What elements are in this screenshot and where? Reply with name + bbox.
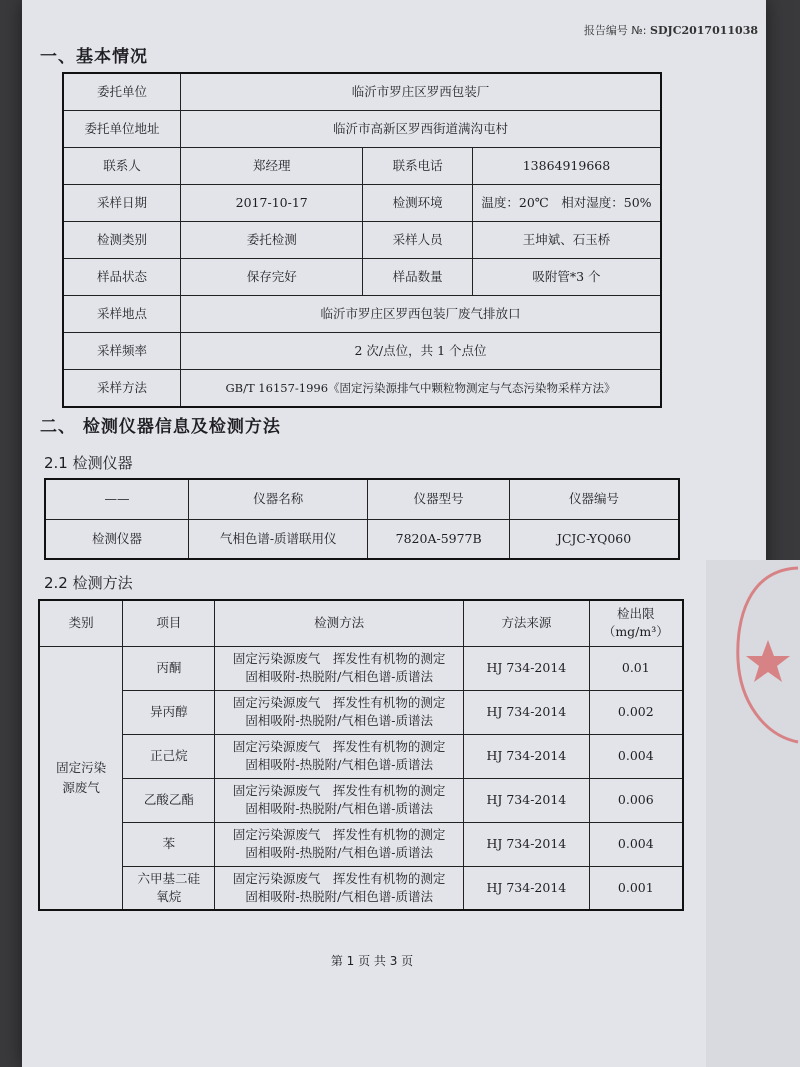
method-cell [215,690,464,734]
instrument-header-name: 仪器名称 [189,479,368,519]
red-seal-stamp [708,560,800,750]
label-method: 采样方法 [63,370,181,408]
label-type: 检测类别 [63,222,181,259]
methods-header-item: 项目 [123,600,215,646]
item-cell: 丙酮 [123,646,215,690]
instrument-type: 检测仪器 [45,519,189,559]
method-cell [215,778,464,822]
methods-header-method: 检测方法 [215,600,464,646]
limit-unit: （mg/m³） [602,624,669,640]
table-row [39,734,683,778]
item-cell: 异丙醇 [123,690,215,734]
instrument-header-dash: —— [45,479,189,519]
instrument-header-model: 仪器型号 [368,479,510,519]
source-cell: HJ 734-2014 [464,866,590,910]
value-freq: 2 次/点位，共 1 个点位 [181,333,661,370]
method-line-2: 固相吸附-热脱附/气相色谱-质谱法 [245,713,434,728]
instrument-header-id: 仪器编号 [509,479,679,519]
value-phone: 13864919668 [472,148,661,185]
method-line-1: 固定污染源废气 挥发性有机物的测定 [232,650,446,666]
label-qty: 样品数量 [363,259,473,296]
limit-cell: 0.01 [589,646,683,690]
limit-cell: 0.001 [589,866,683,910]
label-client: 委托单位 [63,73,181,111]
value-address: 临沂市高新区罗西街道满沟屯村 [181,111,661,148]
method-line-2: 固相吸附-热脱附/气相色谱-质谱法 [245,888,434,904]
table-row [39,866,683,910]
methods-header-limit [589,600,683,646]
label-sampler: 采样人员 [363,222,473,259]
method-cell [215,734,464,778]
label-address: 委托单位地址 [63,111,181,148]
page-footer: 第 1 页 共 3 页 [330,954,414,968]
table-row [39,690,683,734]
value-client: 临沂市罗庄区罗西包装厂 [181,73,661,111]
value-method: GB/T 16157-1996《固定污染源排气中颗粒物测定与气态污染物采样方法》 [181,370,661,408]
value-date: 2017-10-17 [181,185,363,222]
limit-cell: 0.004 [589,822,683,866]
method-line-1: 固定污染源废气 挥发性有机物的测定 [232,694,446,710]
item-cell [123,866,215,910]
table-row [39,778,683,822]
value-qty: 吸附管*3 个 [472,259,661,296]
subsection-methods: 2.2 检测方法 [44,574,133,592]
instrument-table [44,478,680,560]
section-title-basic: 一、基本情况 [40,47,148,67]
methods-table [38,599,684,911]
label-freq: 采样频率 [63,333,181,370]
source-cell: HJ 734-2014 [464,734,590,778]
source-cell: HJ 734-2014 [464,778,590,822]
value-env: 温度：20℃ 相对湿度：50% [472,185,661,222]
limit-label: 检出限 [617,606,655,622]
value-sampler: 王坤斌、石玉桥 [472,222,661,259]
label-env: 检测环境 [363,185,473,222]
table-row [39,822,683,866]
value-state: 保存完好 [181,259,363,296]
label-contact: 联系人 [63,148,181,185]
limit-cell: 0.004 [589,734,683,778]
method-line-2: 固相吸附-热脱附/气相色谱-质谱法 [245,669,434,684]
value-site: 临沂市罗庄区罗西包装厂废气排放口 [181,296,661,333]
method-line-2: 固相吸附-热脱附/气相色谱-质谱法 [245,801,434,816]
category-cell [39,646,123,910]
label-site: 采样地点 [63,296,181,333]
limit-cell: 0.006 [589,778,683,822]
item-cell: 乙酸乙酯 [123,778,215,822]
method-cell [215,866,464,910]
category-text: 固定污染源废气 [56,759,107,795]
item-cell: 苯 [123,822,215,866]
seal-graphic [708,560,800,750]
method-line-1: 固定污染源废气 挥发性有机物的测定 [232,782,446,798]
item-cell: 正己烷 [123,734,215,778]
method-line-1: 固定污染源废气 挥发性有机物的测定 [232,870,446,886]
item-text: 六甲基二硅氧烷 [137,870,201,904]
table-row [39,646,683,690]
report-number: 报告编号 №: SDJC2017011038 [583,24,758,37]
instrument-model: 7820A-5977B [368,519,510,559]
section-title-instruments: 二、 检测仪器信息及检测方法 [40,417,281,437]
label-date: 采样日期 [63,185,181,222]
source-cell: HJ 734-2014 [464,822,590,866]
source-cell: HJ 734-2014 [464,690,590,734]
value-type: 委托检测 [181,222,363,259]
instrument-name: 气相色谱-质谱联用仪 [189,519,368,559]
methods-header-category: 类别 [39,600,123,646]
value-contact: 郑经理 [181,148,363,185]
method-cell [215,646,464,690]
subsection-instruments: 2.1 检测仪器 [44,454,133,472]
methods-header-source: 方法来源 [464,600,590,646]
basic-info-table [62,72,662,408]
method-line-2: 固相吸附-热脱附/气相色谱-质谱法 [245,757,434,772]
source-cell: HJ 734-2014 [464,646,590,690]
label-phone: 联系电话 [363,148,473,185]
label-state: 样品状态 [63,259,181,296]
method-line-1: 固定污染源废气 挥发性有机物的测定 [232,826,446,842]
limit-cell: 0.002 [589,690,683,734]
method-line-2: 固相吸附-热脱附/气相色谱-质谱法 [245,845,434,860]
instrument-id: JCJC-YQ060 [509,519,679,559]
method-line-1: 固定污染源废气 挥发性有机物的测定 [232,738,446,754]
method-cell [215,822,464,866]
